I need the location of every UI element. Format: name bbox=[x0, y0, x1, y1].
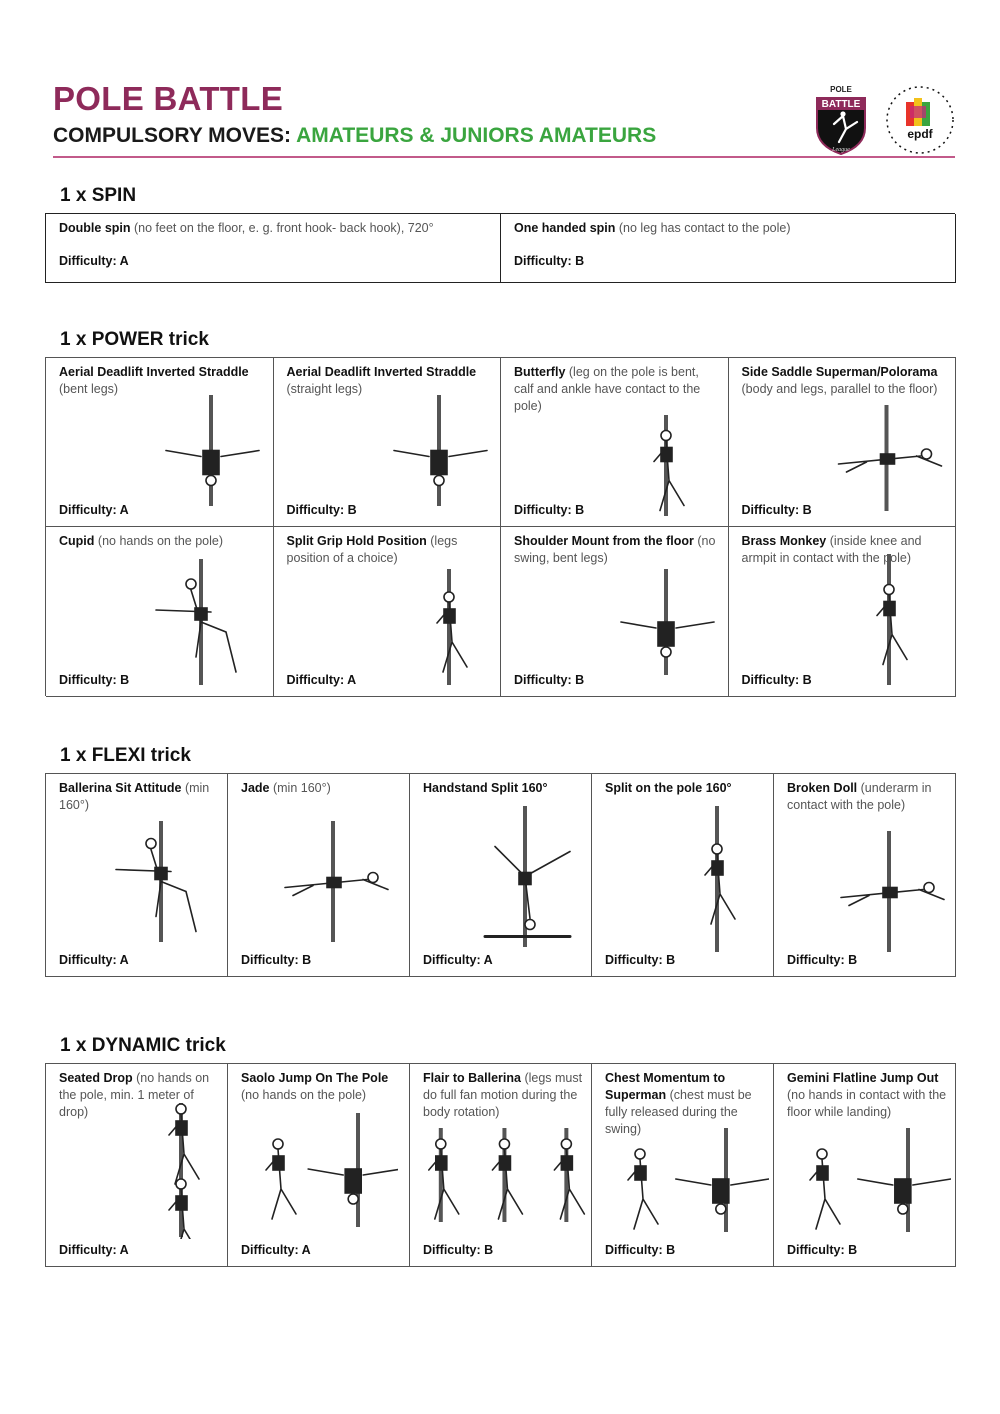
move-card bbox=[46, 214, 501, 283]
move-note: (no feet on the floor, e. g. front hook- back hook), 720° bbox=[130, 221, 434, 235]
dancer-figure bbox=[169, 1179, 199, 1239]
dancer-figure bbox=[285, 873, 388, 896]
move-name: Broken Doll bbox=[787, 781, 858, 795]
move-card bbox=[774, 1064, 956, 1267]
move-description bbox=[59, 533, 265, 550]
move-description bbox=[787, 1070, 947, 1121]
dancer-figure bbox=[169, 1104, 199, 1184]
move-note: (no hands on the pole) bbox=[97, 534, 223, 548]
move-illustration bbox=[238, 1109, 398, 1229]
move-card bbox=[410, 774, 592, 977]
move-illustration bbox=[611, 567, 721, 677]
move-note: (no hands on the pole, min. 1 meter of drop) bbox=[59, 1071, 210, 1119]
move-illustration bbox=[415, 1124, 587, 1224]
difficulty-label: Difficulty: B bbox=[787, 953, 858, 967]
dancer-figure bbox=[621, 622, 714, 657]
move-description bbox=[423, 1070, 583, 1121]
move-illustration bbox=[597, 1124, 769, 1234]
move-name: Flair to Ballerina bbox=[423, 1071, 521, 1085]
move-illustration bbox=[824, 403, 949, 513]
dancer-figure bbox=[554, 1139, 584, 1219]
move-illustration bbox=[268, 819, 398, 944]
dancer-figure bbox=[429, 1139, 459, 1219]
difficulty-label: Difficulty: A bbox=[59, 503, 129, 517]
page-subtitle bbox=[53, 124, 656, 148]
difficulty-label: Difficulty: A bbox=[59, 254, 129, 268]
dancer-figure bbox=[492, 1139, 522, 1219]
move-illustration bbox=[829, 829, 949, 954]
move-name: Butterfly bbox=[514, 365, 566, 379]
move-card bbox=[410, 1064, 592, 1267]
difficulty-label: Difficulty: B bbox=[741, 503, 812, 517]
move-note: (min 160°) bbox=[272, 781, 331, 795]
move-note: (no swing, bent legs) bbox=[514, 534, 716, 565]
dancer-figure bbox=[166, 451, 259, 486]
move-name: Seated Drop bbox=[59, 1071, 133, 1085]
move-illustration bbox=[404, 567, 494, 687]
header-divider bbox=[53, 156, 955, 158]
move-card bbox=[501, 214, 956, 283]
move-description bbox=[59, 780, 219, 814]
move-card bbox=[46, 527, 274, 697]
subtitle-highlight: AMATEURS & JUNIORS AMATEURS bbox=[296, 124, 657, 147]
dancer-figure bbox=[654, 431, 684, 511]
move-illustration bbox=[844, 552, 934, 687]
move-note: (no leg has contact to the pole) bbox=[615, 221, 791, 235]
move-card bbox=[501, 358, 729, 527]
move-description bbox=[241, 780, 401, 797]
move-note: (no hands in contact with the floor while landing) bbox=[787, 1088, 947, 1119]
move-name: Side Saddle Superman/Polorama bbox=[741, 365, 938, 379]
move-description bbox=[287, 533, 493, 567]
dancer-figure bbox=[810, 1149, 840, 1229]
move-note: (straight legs) bbox=[286, 382, 363, 396]
move-description bbox=[514, 364, 720, 415]
move-name: Saolo Jump On The Pole bbox=[241, 1071, 389, 1085]
move-illustration bbox=[101, 819, 221, 944]
epdf-logo bbox=[884, 84, 956, 156]
difficulty-label: Difficulty: B bbox=[514, 503, 585, 517]
difficulty-label: Difficulty: B bbox=[59, 673, 130, 687]
move-card bbox=[592, 1064, 774, 1267]
move-name: One handed spin bbox=[514, 221, 616, 235]
move-card bbox=[729, 358, 957, 527]
move-card bbox=[228, 774, 410, 977]
move-name: Aerial Deadlift Inverted Straddle bbox=[59, 365, 249, 379]
move-illustration bbox=[779, 1124, 951, 1234]
difficulty-label: Difficulty: B bbox=[286, 503, 357, 517]
move-note: (inside knee and armpit in contact with the pole) bbox=[741, 534, 922, 565]
move-name: Ballerina Sit Attitude bbox=[59, 781, 182, 795]
flexi-section-title: 1 x FLEXI trick bbox=[60, 745, 191, 766]
dancer-figure bbox=[676, 1179, 769, 1214]
difficulty-label: Difficulty: B bbox=[241, 953, 312, 967]
move-name: Shoulder Mount from the floor bbox=[514, 534, 694, 548]
move-illustration bbox=[141, 1099, 221, 1239]
difficulty-label: Difficulty: B bbox=[514, 254, 585, 268]
move-name: Double spin bbox=[59, 221, 131, 235]
move-illustration bbox=[672, 804, 762, 954]
logo-text-battle: BATTLE bbox=[821, 99, 861, 110]
difficulty-label: Difficulty: B bbox=[514, 673, 585, 687]
dancer-figure bbox=[437, 592, 467, 672]
dancer-figure bbox=[841, 883, 944, 906]
move-card bbox=[774, 774, 956, 977]
move-name: Gemini Flatline Jump Out bbox=[787, 1071, 939, 1085]
move-note: (min 160°) bbox=[59, 781, 210, 812]
dancer-figure bbox=[877, 585, 907, 665]
move-description bbox=[241, 1070, 401, 1104]
move-illustration bbox=[146, 557, 256, 687]
move-card bbox=[46, 358, 274, 527]
move-name: Handstand Split 160° bbox=[423, 781, 548, 795]
difficulty-label: Difficulty: A bbox=[423, 953, 493, 967]
dancer-figure bbox=[858, 1179, 951, 1214]
move-card bbox=[729, 527, 957, 697]
dancer-figure bbox=[308, 1169, 398, 1204]
move-description bbox=[59, 220, 492, 237]
move-note: (legs must do full fan motion during the body rotation) bbox=[423, 1071, 583, 1119]
move-name: Cupid bbox=[59, 534, 95, 548]
move-card bbox=[46, 774, 228, 977]
difficulty-label: Difficulty: B bbox=[423, 1243, 494, 1257]
dancer-figure bbox=[838, 449, 941, 472]
difficulty-label: Difficulty: B bbox=[741, 673, 812, 687]
dancer-figure bbox=[705, 844, 735, 924]
dynamic-section-title: 1 x DYNAMIC trick bbox=[60, 1035, 226, 1056]
move-illustration bbox=[384, 393, 494, 508]
power-table bbox=[45, 357, 956, 696]
move-name: Chest Momentum to Superman bbox=[605, 1071, 726, 1102]
move-note: (underarm in contact with the pole) bbox=[787, 781, 932, 812]
move-name: Aerial Deadlift Inverted Straddle bbox=[286, 365, 477, 379]
logo-text-pole: POLE bbox=[830, 85, 852, 94]
move-description bbox=[514, 533, 720, 567]
move-card bbox=[274, 358, 502, 527]
move-card bbox=[228, 1064, 410, 1267]
move-card bbox=[501, 527, 729, 697]
move-illustration bbox=[156, 393, 266, 508]
page-title: POLE BATTLE bbox=[53, 80, 284, 117]
move-description bbox=[605, 780, 765, 797]
dancer-figure bbox=[394, 451, 487, 486]
move-description bbox=[423, 780, 583, 797]
move-description bbox=[742, 364, 948, 398]
move-note: (body and legs, parallel to the floor) bbox=[741, 382, 938, 396]
spin-table bbox=[45, 213, 955, 283]
move-illustration bbox=[621, 413, 711, 518]
move-name: Brass Monkey bbox=[741, 534, 827, 548]
move-illustration bbox=[465, 804, 585, 949]
dynamic-table bbox=[45, 1063, 956, 1267]
difficulty-label: Difficulty: B bbox=[605, 953, 676, 967]
move-card bbox=[46, 1064, 228, 1267]
move-note: (no hands on the pole) bbox=[241, 1088, 367, 1102]
dancer-figure bbox=[266, 1139, 296, 1219]
logo-text-epdf: epdf bbox=[907, 127, 933, 141]
move-name: Jade bbox=[241, 781, 270, 795]
flexi-table bbox=[45, 773, 956, 977]
spin-section-title: 1 x SPIN bbox=[60, 185, 137, 206]
move-card bbox=[592, 774, 774, 977]
move-description bbox=[787, 780, 947, 814]
power-section-title: 1 x POWER trick bbox=[60, 329, 209, 350]
move-name: Split on the pole 160° bbox=[605, 781, 732, 795]
pole-battle-league-logo bbox=[812, 84, 870, 156]
move-note: (legs position of a choice) bbox=[286, 534, 458, 565]
move-note: (leg on the pole is bent, calf and ankle have contact to the pole) bbox=[514, 365, 701, 413]
subtitle-prefix: COMPULSORY MOVES: bbox=[53, 124, 292, 147]
move-note: (bent legs) bbox=[59, 382, 119, 396]
move-name: Split Grip Hold Position bbox=[286, 534, 427, 548]
move-note: (chest must be fully released during the swing) bbox=[605, 1088, 752, 1136]
difficulty-label: Difficulty: B bbox=[605, 1243, 676, 1257]
dancer-figure bbox=[628, 1149, 658, 1229]
dancer-figure bbox=[116, 839, 196, 932]
difficulty-label: Difficulty: A bbox=[286, 673, 357, 687]
difficulty-label: Difficulty: B bbox=[787, 1243, 858, 1257]
difficulty-label: Difficulty: A bbox=[59, 953, 129, 967]
logo-text-league: League bbox=[832, 147, 850, 153]
move-description bbox=[514, 220, 947, 237]
difficulty-label: Difficulty: A bbox=[241, 1243, 311, 1257]
dancer-figure bbox=[485, 847, 570, 937]
dancer-figure bbox=[156, 579, 236, 672]
move-card bbox=[274, 527, 502, 697]
difficulty-label: Difficulty: A bbox=[59, 1243, 129, 1257]
